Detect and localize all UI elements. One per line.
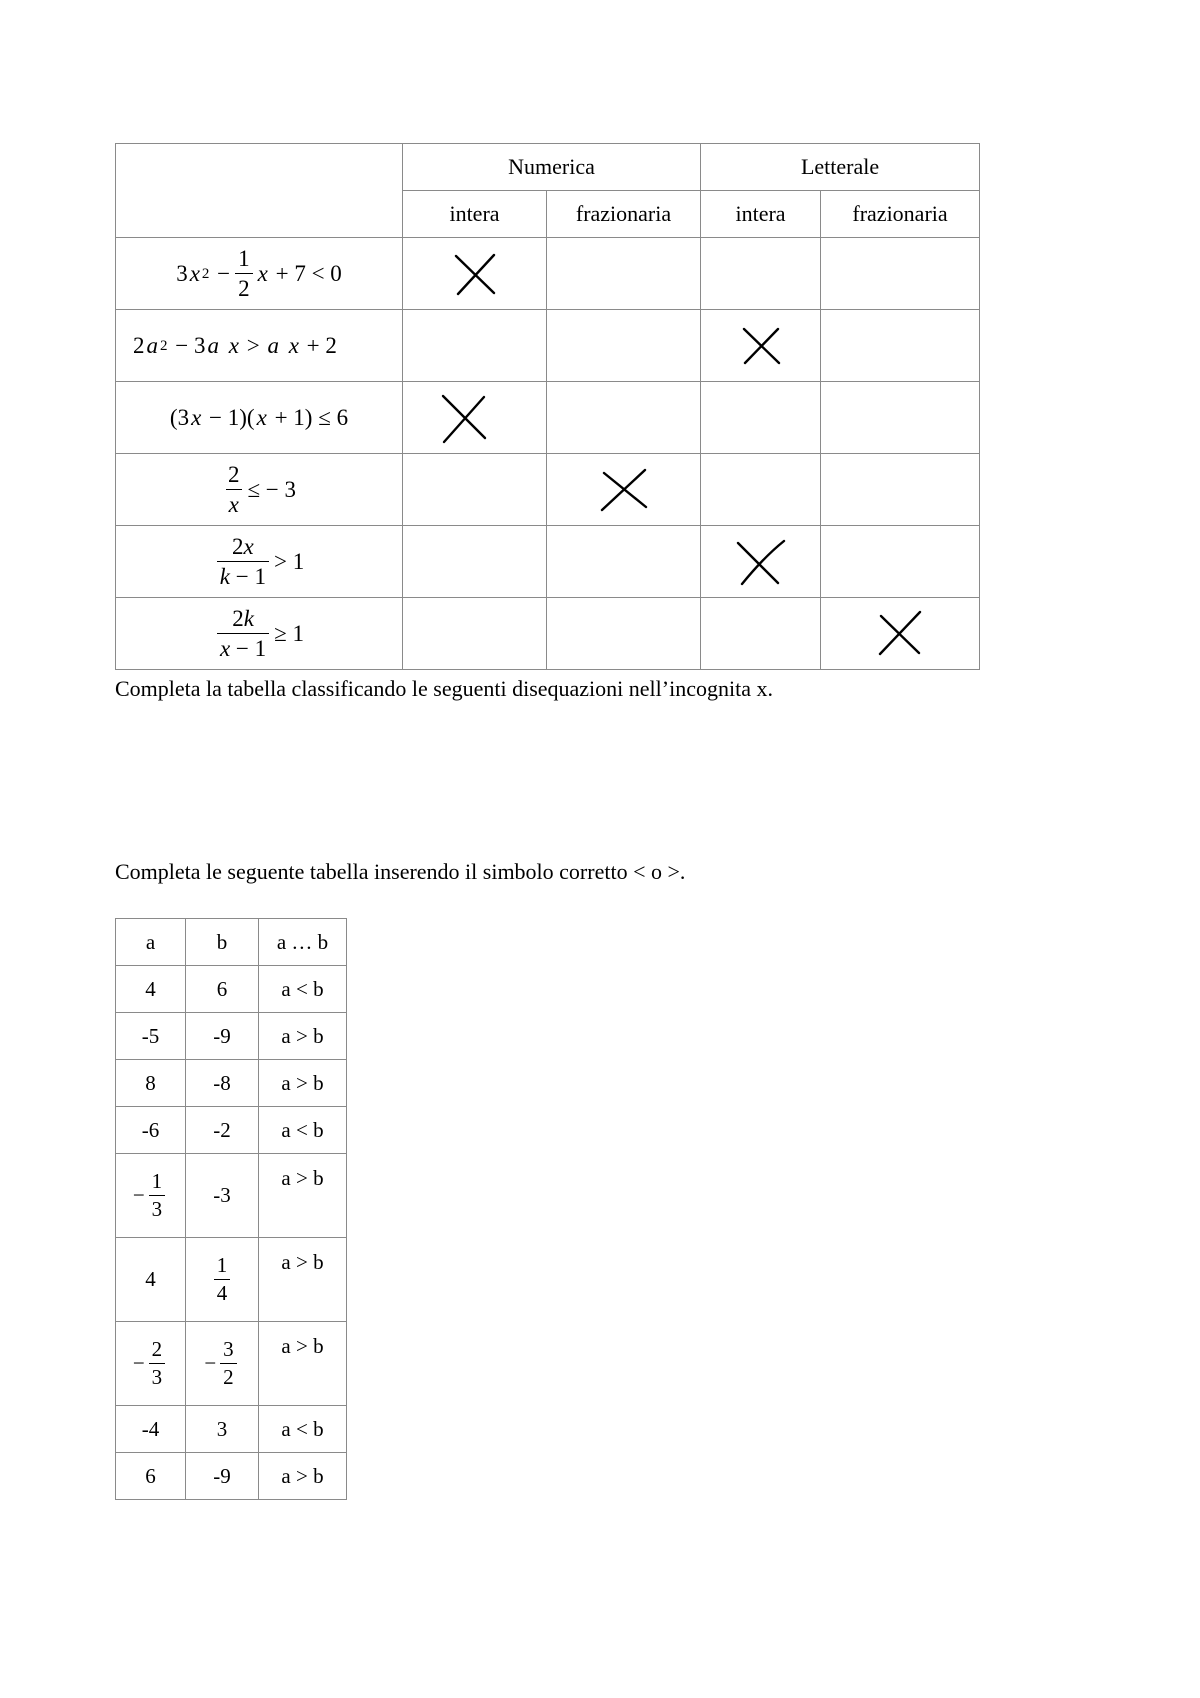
table-row xyxy=(116,526,980,598)
table2-instruction: Completa le seguente tabella inserendo il simbolo corretto < o >. xyxy=(115,859,686,884)
classification-table xyxy=(115,143,980,670)
value-a: 8 xyxy=(116,1060,186,1107)
value-b: $\frac{1}{4}$ xyxy=(186,1238,259,1322)
table-row xyxy=(116,1013,347,1060)
checkbox-cell[interactable] xyxy=(701,238,821,310)
table-row xyxy=(116,1322,347,1406)
checkbox-cell[interactable] xyxy=(821,310,980,382)
checkbox-cell[interactable] xyxy=(821,238,980,310)
table-row xyxy=(116,1238,347,1322)
checkbox-cell[interactable] xyxy=(403,238,547,310)
relation-cell[interactable]: a > b xyxy=(259,1013,347,1060)
inequality-expression: (3 x − 1)( x + 1) ≤ 6 xyxy=(116,382,403,454)
header-letterale: Letterale xyxy=(701,144,980,191)
header-numerica: Numerica xyxy=(403,144,701,191)
cross-mark-icon xyxy=(598,467,650,513)
checkbox-cell[interactable] xyxy=(403,382,547,454)
subheader-letterale-intera: intera xyxy=(701,191,821,238)
inequality-expression: $\frac{2}{x}$ ≤ − 3 xyxy=(116,454,403,526)
checkbox-cell[interactable] xyxy=(701,526,821,598)
relation-cell[interactable]: a < b xyxy=(259,966,347,1013)
table-row xyxy=(116,382,980,454)
subheader-numerica-intera: intera xyxy=(403,191,547,238)
checkbox-cell[interactable] xyxy=(701,310,821,382)
checkbox-cell[interactable] xyxy=(547,454,701,526)
relation-cell[interactable]: a > b xyxy=(259,1060,347,1107)
table1-caption: Completa la tabella classificando le seguenti disequazioni nell’incognita x. xyxy=(115,676,773,701)
subheader-numerica-frazionaria: frazionaria xyxy=(547,191,701,238)
checkbox-cell[interactable] xyxy=(701,598,821,670)
checkbox-cell[interactable] xyxy=(701,382,821,454)
value-a: 4 xyxy=(116,1238,186,1322)
comparison-table xyxy=(115,918,347,1500)
checkbox-cell[interactable] xyxy=(821,526,980,598)
checkbox-cell[interactable] xyxy=(547,526,701,598)
checkbox-cell[interactable] xyxy=(821,454,980,526)
relation-cell[interactable]: a > b xyxy=(259,1238,347,1322)
header-empty-cell xyxy=(116,144,403,238)
cross-mark-icon xyxy=(875,609,925,659)
inequality-expression: $\frac{2k}{x - 1}$ ≥ 1 xyxy=(116,598,403,670)
header-a: a xyxy=(116,919,186,966)
value-b: -8 xyxy=(186,1060,259,1107)
value-a: -5 xyxy=(116,1013,186,1060)
header-b: b xyxy=(186,919,259,966)
checkbox-cell[interactable] xyxy=(547,382,701,454)
checkbox-cell[interactable] xyxy=(403,526,547,598)
checkbox-cell[interactable] xyxy=(701,454,821,526)
table-row xyxy=(116,1107,347,1154)
checkbox-cell[interactable] xyxy=(403,310,547,382)
table-row xyxy=(116,1154,347,1238)
value-b: -3 xyxy=(186,1154,259,1238)
checkbox-cell[interactable] xyxy=(821,382,980,454)
value-b: -9 xyxy=(186,1013,259,1060)
inequality-expression: $\frac{2x}{k - 1}$ > 1 xyxy=(116,526,403,598)
table-row xyxy=(116,454,980,526)
value-a: 4 xyxy=(116,966,186,1013)
table-row xyxy=(116,238,980,310)
cross-mark-icon xyxy=(734,537,788,587)
value-a: − $\frac{1}{3}$ xyxy=(116,1154,186,1238)
value-a: 6 xyxy=(116,1453,186,1500)
checkbox-cell[interactable] xyxy=(547,238,701,310)
checkbox-cell[interactable] xyxy=(547,598,701,670)
inequality-expression: 2 a 2 − 3 a x > a x + 2 xyxy=(116,310,403,382)
checkbox-cell[interactable] xyxy=(403,598,547,670)
cross-mark-icon xyxy=(739,325,783,367)
checkbox-cell[interactable] xyxy=(821,598,980,670)
value-b: -9 xyxy=(186,1453,259,1500)
relation-cell[interactable]: a > b xyxy=(259,1322,347,1406)
table-row xyxy=(116,1453,347,1500)
header-relation: a … b xyxy=(259,919,347,966)
table-row xyxy=(116,1406,347,1453)
cross-mark-icon xyxy=(452,251,498,297)
value-a: -6 xyxy=(116,1107,186,1154)
relation-cell[interactable]: a > b xyxy=(259,1453,347,1500)
inequality-expression: 3 x 2 − $\frac{1}{2}$ x + 7 < 0 xyxy=(116,238,403,310)
value-a: − $\frac{2}{3}$ xyxy=(116,1322,186,1406)
value-a: -4 xyxy=(116,1406,186,1453)
value-b: 3 xyxy=(186,1406,259,1453)
table-row xyxy=(116,1060,347,1107)
checkbox-cell[interactable] xyxy=(403,454,547,526)
table-row xyxy=(116,598,980,670)
cross-mark-icon xyxy=(439,392,489,444)
value-b: − $\frac{3}{2}$ xyxy=(186,1322,259,1406)
table-row xyxy=(116,966,347,1013)
value-b: -2 xyxy=(186,1107,259,1154)
table-row xyxy=(116,310,980,382)
relation-cell[interactable]: a > b xyxy=(259,1154,347,1238)
relation-cell[interactable]: a < b xyxy=(259,1406,347,1453)
value-b: 6 xyxy=(186,966,259,1013)
subheader-letterale-frazionaria: frazionaria xyxy=(821,191,980,238)
relation-cell[interactable]: a < b xyxy=(259,1107,347,1154)
checkbox-cell[interactable] xyxy=(547,310,701,382)
